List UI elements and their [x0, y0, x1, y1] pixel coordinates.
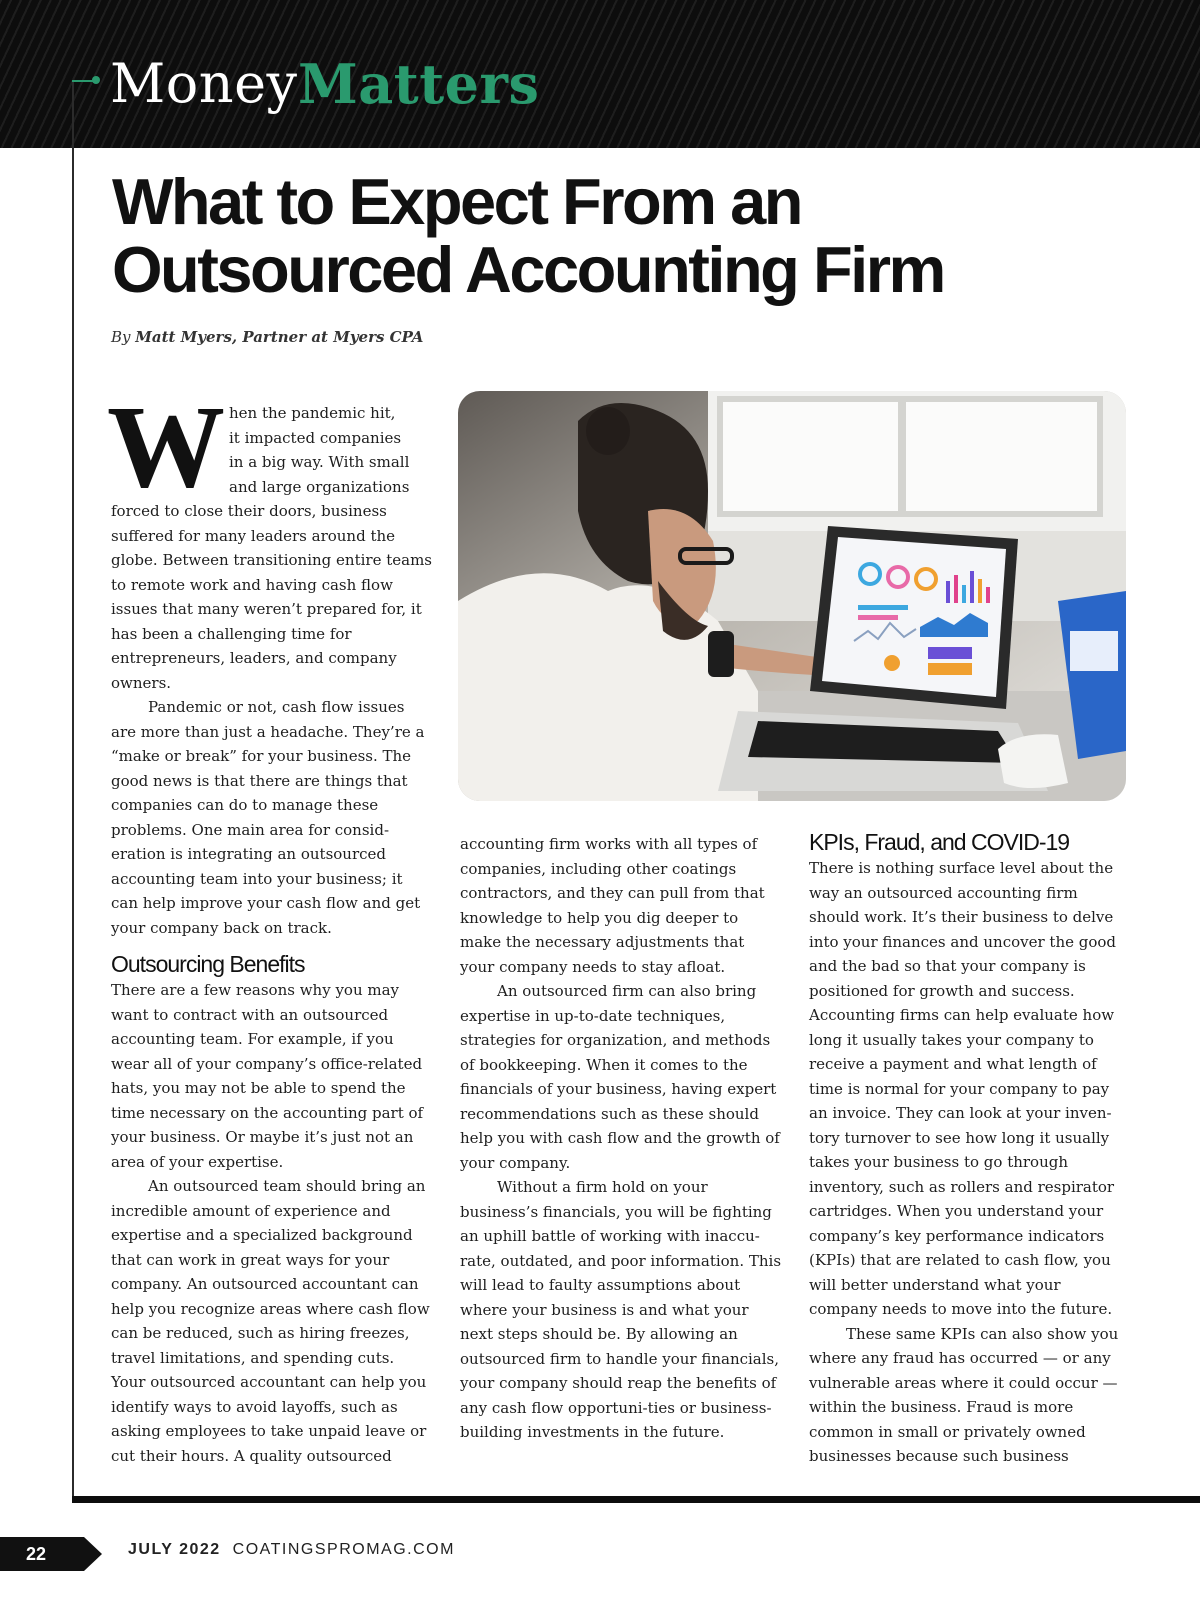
body-paragraph: Without a firm hold on your business’s financials, you will be fighting an uphill battle of working with inaccu-rate, outdated, and poor information. This will lead to faulty assumptions about where your business is and what your next steps should be. By allowing an outsourced firm to handle your financials, your company should reap the benefits of any cash flow opportuni-ties or business-building investments in the future. [460, 1178, 782, 1441]
column-2 [460, 832, 782, 1445]
footer-folio [128, 1541, 455, 1559]
body-paragraph: There are a few reasons why you may want to contract with an outsourced accounting team. For example, if you wear all of your company’s office-related hats, you may not be able to spend the time necessary on the accounting part of your business. Or maybe it’s just not an area of your expertise. [111, 981, 424, 1171]
body-paragraph: Pandemic or not, cash flow issues are more than just a headache. They’re a “make or break” for your business. The good news is that there are things that companies can do to manage these problems. One main area for consid-eration is integrating an outsourced accounting team into your business; it can help improve your cash flow and get your company back on track. [111, 698, 425, 937]
column-3 [809, 829, 1131, 1469]
body-paragraph: There is nothing surface level about the way an outsourced accounting firm should work. It’s their business to delve into your finances and uncover the good and the bad so that your company is positioned for growth and success. Accounting firms can help evaluate how long it usually takes your company to receive a payment and what length of time is normal for your company to pay an invoice. They can look at your inven-tory turnover to see how long it usually takes your business to go through inventory, such as rollers and respirator cartridges. When you understand your company’s key performance indicators (KPIs) that are related to cash flow, you will better understand what your company needs to move into the future. [809, 859, 1117, 1318]
intro-line: hen the pandemic hit, [229, 404, 396, 422]
issue-date: JULY 2022 [128, 1541, 221, 1558]
article-title [112, 165, 1152, 306]
byline-author: Matt Myers, Partner at Myers CPA [135, 328, 424, 346]
section-name-money: Money [110, 52, 298, 115]
title-line-1: What to Expect From an [112, 165, 801, 238]
margin-accent-line [72, 80, 74, 1500]
section-name-matters: Matters [298, 52, 540, 116]
intro-line: it impacted companies [229, 428, 402, 447]
intro-lines [229, 401, 429, 499]
intro-line: and large organizations [229, 477, 410, 496]
byline-prefix: By [111, 328, 131, 346]
man-with-laptop-illustration [458, 391, 1126, 801]
magazine-site: COATINGSPROMAG.COM [232, 1541, 455, 1558]
intro-line: in a big way. With small [229, 453, 410, 471]
subhead-kpis-fraud-covid: KPIs, Fraud, and COVID-19 [809, 829, 1070, 855]
body-paragraph: forced to close their doors, business suffered for many leaders around the globe. Between transitioning entire teams to remote work and having cash flow issues that many weren’t prepared for, it has been a challenging time for entrepreneurs, leaders, and company owners. [111, 502, 432, 692]
page-number-arrow [84, 1537, 102, 1571]
byline [111, 328, 423, 346]
body-paragraph: These same KPIs can also show you where any fraud has occurred — or any vulnerable areas where it could occur — within the business. Fraud is more common in small or privately owned businesses because such business [809, 1324, 1119, 1465]
drop-cap: W [107, 381, 225, 512]
body-paragraph: accounting firm works with all types of companies, including other coatings contractors, and they can pull from that knowledge to help you dig deeper to make the necessary adjustments that your company needs to stay afloat. [460, 835, 765, 976]
subhead-outsourcing-benefits: Outsourcing Benefits [111, 951, 305, 977]
section-header-band [0, 0, 1200, 148]
body-paragraph: An outsourced firm can also bring expertise in up-to-date techniques, strategies for organization, and methods of bookkeeping. When it comes to the financials of your business, having expert recommendations such as these should help you with cash flow and the growth of your company. [460, 982, 780, 1172]
page-number-tab: 22 [0, 1537, 84, 1571]
body-paragraph: An outsourced team should bring an incredible amount of experience and expertise and a specialized background that can work in great ways for your company. An outsourced accountant can help you recognize areas where cash flow can be reduced, such as hiring freezes, travel limitations, and spending cuts. Your outsourced accountant can help you identify ways to avoid layoffs, such as asking employees to take unpaid leave or cut their hours. A quality outsourced [111, 1177, 430, 1465]
title-line-2: Outsourced Accounting Firm [112, 233, 944, 306]
article-photo [458, 391, 1126, 801]
accent-dot [92, 76, 100, 84]
bottom-rule [72, 1496, 1200, 1503]
column-1 [111, 499, 433, 1468]
